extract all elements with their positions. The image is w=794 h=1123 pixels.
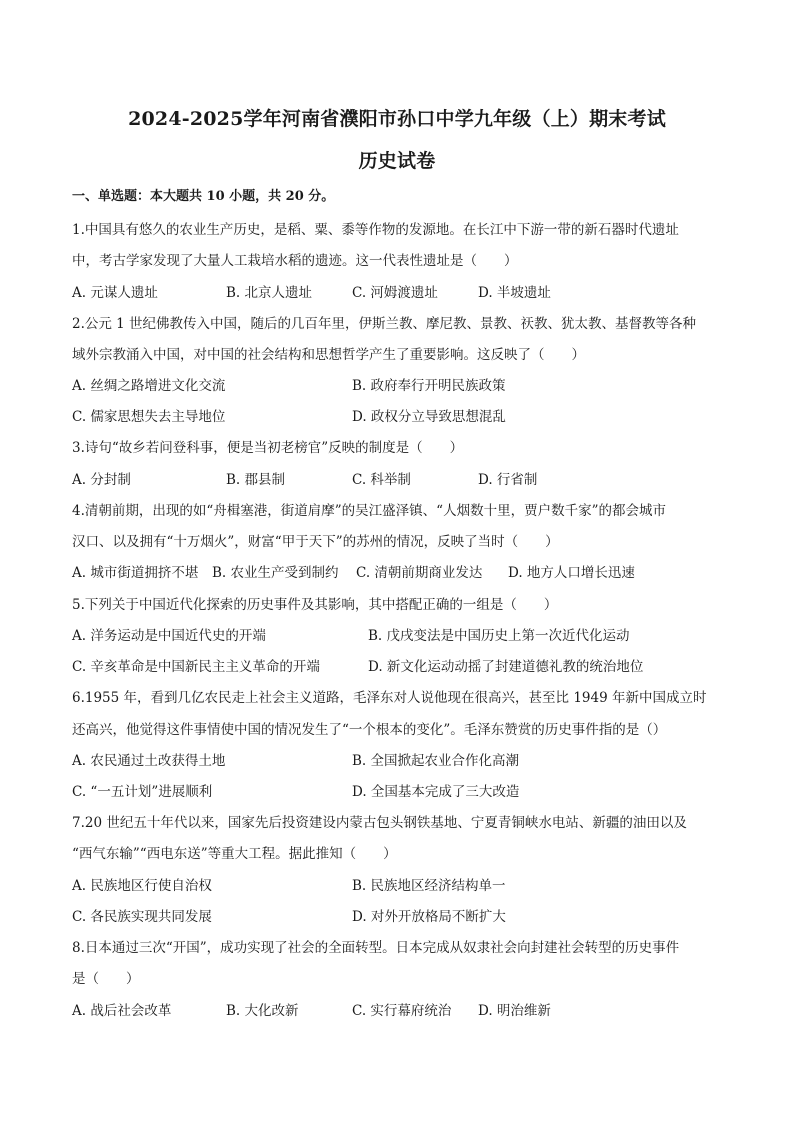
question-2-option-b: B. 政府奉行开明民族政策	[352, 378, 506, 394]
question-1-option-c: C. 河姆渡遗址	[352, 285, 438, 301]
question-8-line-1: 8.日本通过三次“开国”，成功实现了社会的全面转型。日本完成从奴隶社会向封建社会转型的历史事件	[72, 940, 680, 956]
question-4-option-b: B. 农业生产受到制约	[212, 565, 339, 581]
question-8-option-b: B. 大化改新	[226, 1003, 299, 1019]
question-3-option-d: D. 行省制	[478, 472, 538, 488]
question-8-line-2: 是（ ）	[72, 971, 140, 987]
question-1-line-1: 1.中国具有悠久的农业生产历史，是稻、粟、黍等作物的发源地。在长江中下游一带的新石器时代遗址	[72, 222, 679, 238]
question-6-option-a: A. 农民通过土改获得土地	[72, 753, 226, 769]
question-2-option-a: A. 丝绸之路增进文化交流	[72, 378, 226, 394]
question-2-line-1: 2.公元 1 世纪佛教传入中国，随后的几百年里，伊斯兰教、摩尼教、景教、祆教、犹太教、基督教等各种	[72, 316, 697, 332]
question-5-option-d: D. 新文化运动动摇了封建道德礼教的统治地位	[368, 659, 644, 675]
question-3-option-b: B. 郡县制	[226, 472, 286, 488]
question-7-line-2: “西气东输”“西电东送”等重大工程。据此推知（ ）	[72, 846, 397, 862]
question-8-option-a: A. 战后社会改革	[72, 1003, 172, 1019]
question-5-option-c: C. 辛亥革命是中国新民主主义革命的开端	[72, 659, 320, 675]
question-4-line-1: 4.清朝前期，出现的如“舟楫塞港，街道肩摩”的吴江盛泽镇、“人烟数十里，贾户数千家”的都会城市	[72, 503, 666, 519]
question-3-option-a: A. 分封制	[72, 472, 131, 488]
question-2-line-2: 域外宗教涌入中国，对中国的社会结构和思想哲学产生了重要影响。这反映了（ ）	[72, 347, 585, 363]
question-6-line-2: 还高兴，他觉得这件事情使中国的情况发生了“一个根本的变化”。毛泽东赞赏的历史事件指的是（）	[72, 722, 667, 738]
question-1-option-d: D. 半坡遗址	[478, 285, 551, 301]
question-8-option-c: C. 实行幕府统治	[352, 1003, 452, 1019]
question-4-option-c: C. 清朝前期商业发达	[356, 565, 483, 581]
question-7-option-b: B. 民族地区经济结构单一	[352, 878, 506, 894]
question-4-line-2: 汉口、以及拥有“十万烟火”，财富“甲于天下”的苏州的情况，反映了当时（ ）	[72, 534, 559, 550]
question-7-option-c: C. 各民族实现共同发展	[72, 909, 212, 925]
question-2-option-c: C. 儒家思想失去主导地位	[72, 409, 226, 425]
question-6-line-1: 6.1955 年，看到几亿农民走上社会主义道路，毛泽东对人说他现在很高兴，甚至比 1949 年新中国成立时	[72, 690, 707, 706]
section-heading: 一、单选题：本大题共 10 小题，共 20 分。	[72, 189, 335, 204]
question-5-line-1: 5.下列关于中国近代化探索的历史事件及其影响，其中搭配正确的一组是（ ）	[72, 597, 558, 613]
question-6-option-c: C. “一五计划”进展顺利	[72, 784, 213, 800]
question-6-option-b: B. 全国掀起农业合作化高潮	[352, 753, 520, 769]
question-4-option-a: A. 城市街道拥挤不堪	[72, 565, 199, 581]
question-6-option-d: D. 全国基本完成了三大改造	[352, 784, 520, 800]
question-7-line-1: 7.20 世纪五十年代以来，国家先后投资建设内蒙古包头钢铁基地、宁夏青铜峡水电站、新疆的油田以及	[72, 815, 687, 831]
question-7-option-a: A. 民族地区行使自治权	[72, 878, 212, 894]
question-2-option-d: D. 政权分立导致思想混乱	[352, 409, 506, 425]
exam-subject-title: 历史试卷	[358, 150, 436, 172]
question-5-option-b: B. 戊戌变法是中国历史上第一次近代化运动	[368, 628, 630, 644]
exam-title: 2024-2025学年河南省濮阳市孙口中学九年级（上）期末考试	[128, 108, 666, 130]
question-1-line-2: 中，考古学家发现了大量人工栽培水稻的遗迹。这一代表性遗址是（ ）	[72, 253, 518, 269]
question-1-option-b: B. 北京人遗址	[226, 285, 313, 301]
question-3-option-c: C. 科举制	[352, 472, 411, 488]
question-3-line-1: 3.诗句“故乡若问登科事，便是当初老榜官”反映的制度是（ ）	[72, 440, 464, 456]
question-8-option-d: D. 明治维新	[478, 1003, 551, 1019]
question-7-option-d: D. 对外开放格局不断扩大	[352, 909, 506, 925]
question-4-option-d: D. 地方人口增长迅速	[508, 565, 635, 581]
question-5-option-a: A. 洋务运动是中国近代史的开端	[72, 628, 266, 644]
question-1-option-a: A. 元谋人遗址	[72, 285, 158, 301]
